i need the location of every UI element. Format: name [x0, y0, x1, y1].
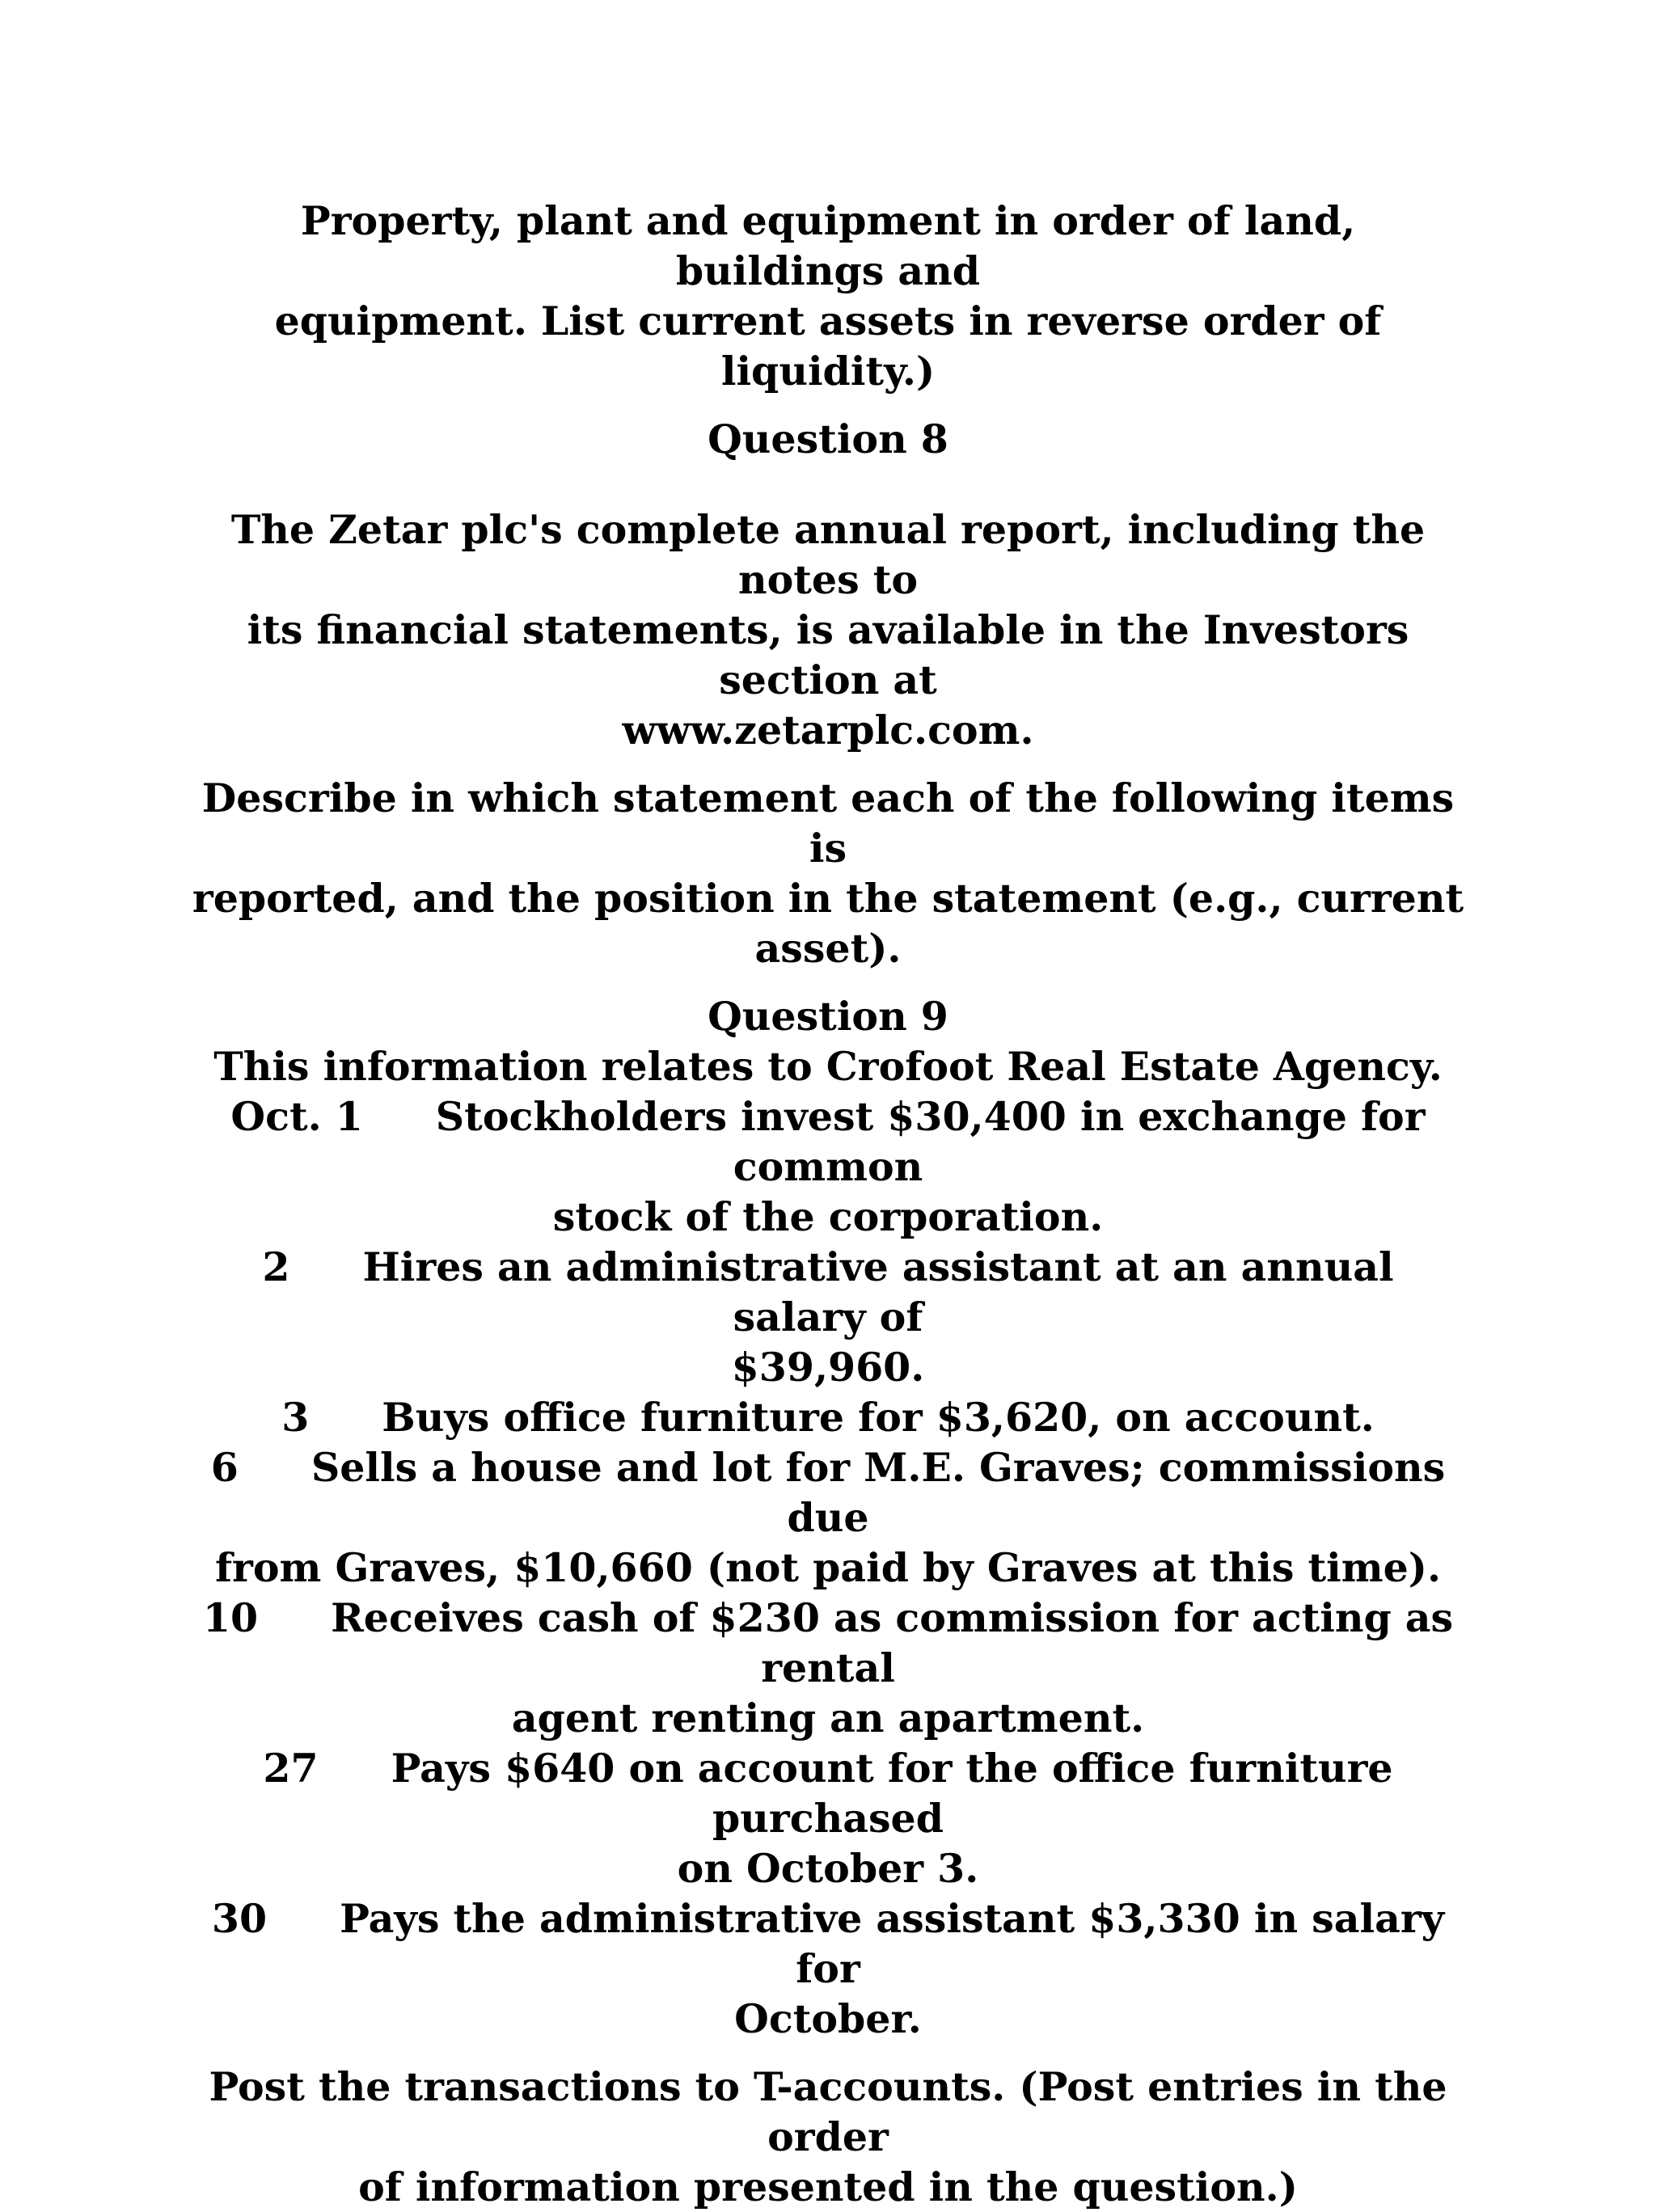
transaction-text-line-2: on October 3.: [677, 1845, 979, 1892]
intro-paragraph: [191, 196, 1465, 396]
transaction-item: [191, 1242, 1465, 1392]
q8-p1-line-1: The Zetar plc's complete annual report, including the notes to: [230, 506, 1426, 603]
document-body: [191, 196, 1465, 2212]
transaction-date: 6: [210, 1444, 239, 1491]
q8-p1-line-3: www.zetarplc.com.: [622, 707, 1034, 754]
transaction-text-line-2: from Graves, $10,660 (not paid by Graves at this time).: [214, 1544, 1442, 1591]
q8-p2-line-1: Describe in which statement each of the following items is: [201, 775, 1455, 872]
q8-p1-line-2: its financial statements, is available in the Investors section at: [247, 606, 1409, 703]
transaction-text-line-2: October.: [734, 1995, 922, 2042]
transaction-text-line-2: stock of the corporation.: [552, 1193, 1104, 1240]
transaction-item: [191, 1392, 1465, 1442]
q9-instruction-line-2: of information presented in the question.): [358, 2163, 1298, 2210]
intro-line-1: Property, plant and equipment in order of land, buildings and: [300, 197, 1356, 294]
transaction-list: [191, 1091, 1465, 2044]
question-9-instruction: [191, 2062, 1465, 2212]
intro-line-2: equipment. List current assets in reverse order of liquidity.): [274, 298, 1382, 395]
transaction-text-line-1: Sells a house and lot for M.E. Graves; commissions due: [310, 1444, 1446, 1541]
transaction-text-line-1: Stockholders invest $30,400 in exchange for common: [435, 1093, 1426, 1190]
question-9-heading: Question 9: [708, 993, 948, 1040]
transaction-item: [191, 1593, 1465, 1743]
transaction-text-line-1: Receives cash of $230 as commission for acting as rental: [331, 1594, 1454, 1691]
transaction-date: Oct. 1: [230, 1093, 363, 1140]
transaction-item: [191, 1743, 1465, 1893]
transaction-text-line-1: Pays the administrative assistant $3,330 in salary for: [340, 1895, 1445, 1992]
transaction-date: 3: [281, 1394, 310, 1441]
transaction-item: [191, 1091, 1465, 1242]
transaction-text-line-1: Pays $640 on account for the office furniture purchased: [391, 1745, 1393, 1842]
transaction-item: [191, 1893, 1465, 2044]
question-8-paragraph-1: [191, 504, 1465, 755]
q8-p2-line-2: reported, and the position in the statement (e.g., current asset).: [192, 875, 1464, 972]
question-9-intro: This information relates to Crofoot Real Estate Agency.: [213, 1043, 1443, 1090]
transaction-date: 30: [211, 1895, 268, 1942]
transaction-text-line-1: Buys office furniture for $3,620, on account.: [382, 1394, 1375, 1441]
question-8-paragraph-2: [191, 773, 1465, 973]
transaction-text-line-2: agent renting an apartment.: [511, 1695, 1145, 1741]
q9-instruction-line-1: Post the transactions to T-accounts. (Post entries in the order: [209, 2063, 1447, 2160]
transaction-date: 27: [263, 1745, 319, 1792]
question-8-heading: Question 8: [708, 416, 948, 462]
transaction-item: [191, 1442, 1465, 1593]
transaction-date: 2: [262, 1243, 290, 1290]
transaction-text-line-1: Hires an administrative assistant at an annual salary of: [362, 1243, 1394, 1340]
transaction-text-line-2: $39,960.: [731, 1344, 925, 1391]
transaction-date: 10: [202, 1594, 259, 1641]
